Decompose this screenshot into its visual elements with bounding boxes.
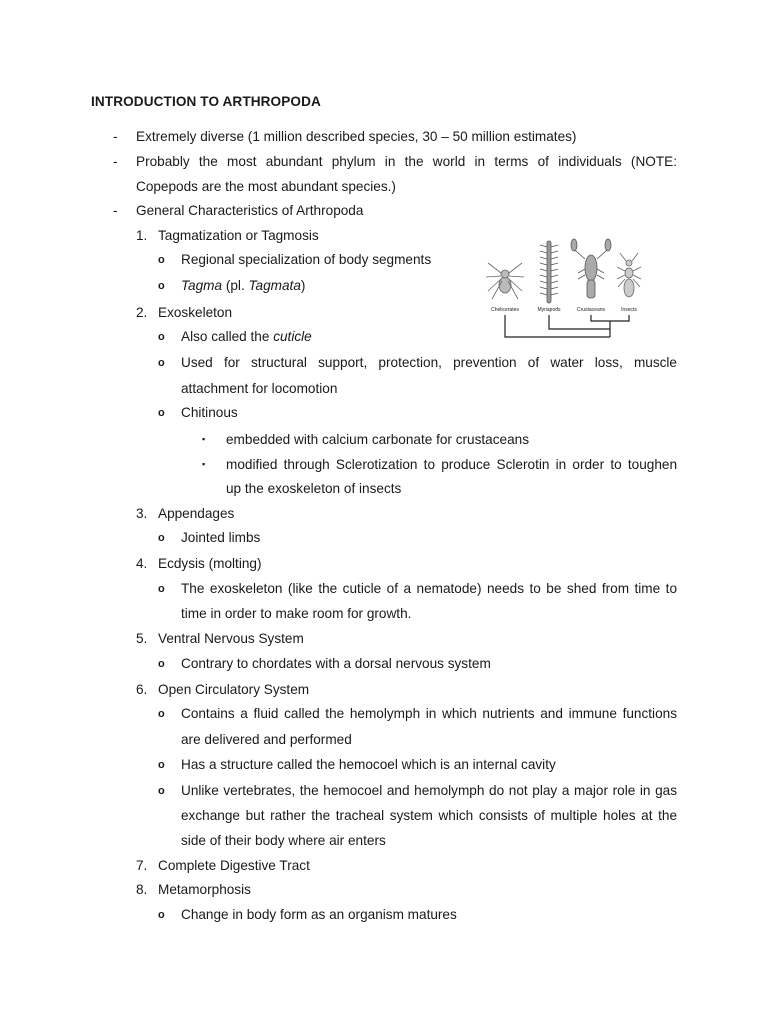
circle-bullet: o — [158, 357, 165, 369]
intro-line-4: General Characteristics of Arthropoda — [136, 203, 364, 218]
sub-item-continued: are delivered and performed — [181, 732, 352, 747]
sub-item-continued: side of their body where air enters — [181, 833, 386, 848]
item-number: 5. — [136, 631, 148, 646]
sub-item: Regional specialization of body segments — [181, 252, 432, 267]
term-tagmata: Tagmata — [248, 278, 301, 293]
circle-bullet: o — [158, 331, 165, 343]
sub-item-continued: attachment for locomotion — [181, 381, 338, 396]
figure-label-chelicerates: Chelicerates — [491, 307, 519, 313]
item-number: 1. — [136, 228, 148, 243]
sub-item: Contains a fluid called the hemolymph in which nutrients and immune functions — [181, 706, 677, 721]
circle-bullet: o — [158, 532, 165, 544]
square-bullet: ▪ — [202, 434, 206, 444]
dash-bullet: - — [113, 154, 118, 169]
item-title-digestive: Complete Digestive Tract — [158, 858, 310, 873]
sub-item: Jointed limbs — [181, 530, 261, 545]
term-cuticle: cuticle — [273, 329, 312, 344]
sub-sub-item-continued: up the exoskeleton of insects — [226, 481, 402, 496]
sub-item-text: Also called the — [181, 329, 274, 344]
intro-line-3: Copepods are the most abundant species.) — [136, 179, 396, 194]
circle-bullet: o — [158, 909, 165, 921]
item-title-tagmatization: Tagmatization or Tagmosis — [158, 228, 319, 243]
arthropod-phylogeny-image — [472, 233, 652, 343]
dash-bullet: - — [113, 203, 118, 218]
item-title-ecdysis: Ecdysis (molting) — [158, 556, 262, 571]
item-number: 4. — [136, 556, 148, 571]
page-title: INTRODUCTION TO ARTHROPODA — [91, 94, 321, 109]
sub-item: Used for structural support, protection, prevention of water loss, muscle — [181, 355, 677, 370]
circle-bullet: o — [158, 785, 165, 797]
sub-item: The exoskeleton (like the cuticle of a nematode) needs to be shed from time to — [181, 581, 677, 596]
sub-item-tagma — [181, 278, 305, 294]
intro-line-1: Extremely diverse (1 million described species, 30 – 50 million estimates) — [136, 129, 577, 144]
sub-item: Change in body form as an organism matures — [181, 907, 457, 922]
dash-bullet: - — [113, 129, 118, 144]
figure-label-crustaceans: Crustaceans — [576, 307, 606, 313]
sub-sub-item: modified through Sclerotization to produce Sclerotin in order to toughen — [226, 457, 677, 472]
circle-bullet: o — [158, 708, 165, 720]
circle-bullet: o — [158, 658, 165, 670]
sub-item: Contrary to chordates with a dorsal nervous system — [181, 656, 491, 671]
circle-bullet: o — [158, 254, 165, 266]
item-number: 8. — [136, 882, 148, 897]
term-text: (pl. — [222, 278, 249, 293]
figure-label-myriapods: Myriapods — [537, 307, 561, 313]
sub-item-continued: time in order to make room for growth. — [181, 606, 412, 621]
item-title-appendages: Appendages — [158, 506, 235, 521]
item-title-nervous-system: Ventral Nervous System — [158, 631, 304, 646]
sub-item: Has a structure called the hemocoel which is an internal cavity — [181, 757, 556, 772]
sub-item-continued: exchange but rather the tracheal system which consists of multiple holes at the — [181, 808, 677, 823]
circle-bullet: o — [158, 407, 165, 419]
sub-item-cuticle — [181, 329, 312, 345]
circle-bullet: o — [158, 583, 165, 595]
item-number: 3. — [136, 506, 148, 521]
square-bullet: ▪ — [202, 459, 206, 469]
sub-item: Unlike vertebrates, the hemocoel and hemolymph do not play a major role in gas — [181, 783, 677, 798]
term-tagma: Tagma — [181, 278, 223, 293]
arthropod-phylogeny-figure — [472, 233, 652, 343]
item-title-exoskeleton: Exoskeleton — [158, 305, 233, 320]
item-number: 2. — [136, 305, 148, 320]
circle-bullet: o — [158, 759, 165, 771]
sub-item: Chitinous — [181, 405, 238, 420]
sub-sub-item: embedded with calcium carbonate for crustaceans — [226, 432, 529, 447]
figure-label-insects: Insects — [621, 307, 637, 313]
intro-line-2: Probably the most abundant phylum in the world in terms of individuals (NOTE: — [136, 154, 677, 169]
item-title-circulatory: Open Circulatory System — [158, 682, 310, 697]
item-number: 7. — [136, 858, 148, 873]
item-number: 6. — [136, 682, 148, 697]
term-text: ) — [300, 278, 306, 293]
item-title-metamorphosis: Metamorphosis — [158, 882, 251, 897]
circle-bullet: o — [158, 280, 165, 292]
